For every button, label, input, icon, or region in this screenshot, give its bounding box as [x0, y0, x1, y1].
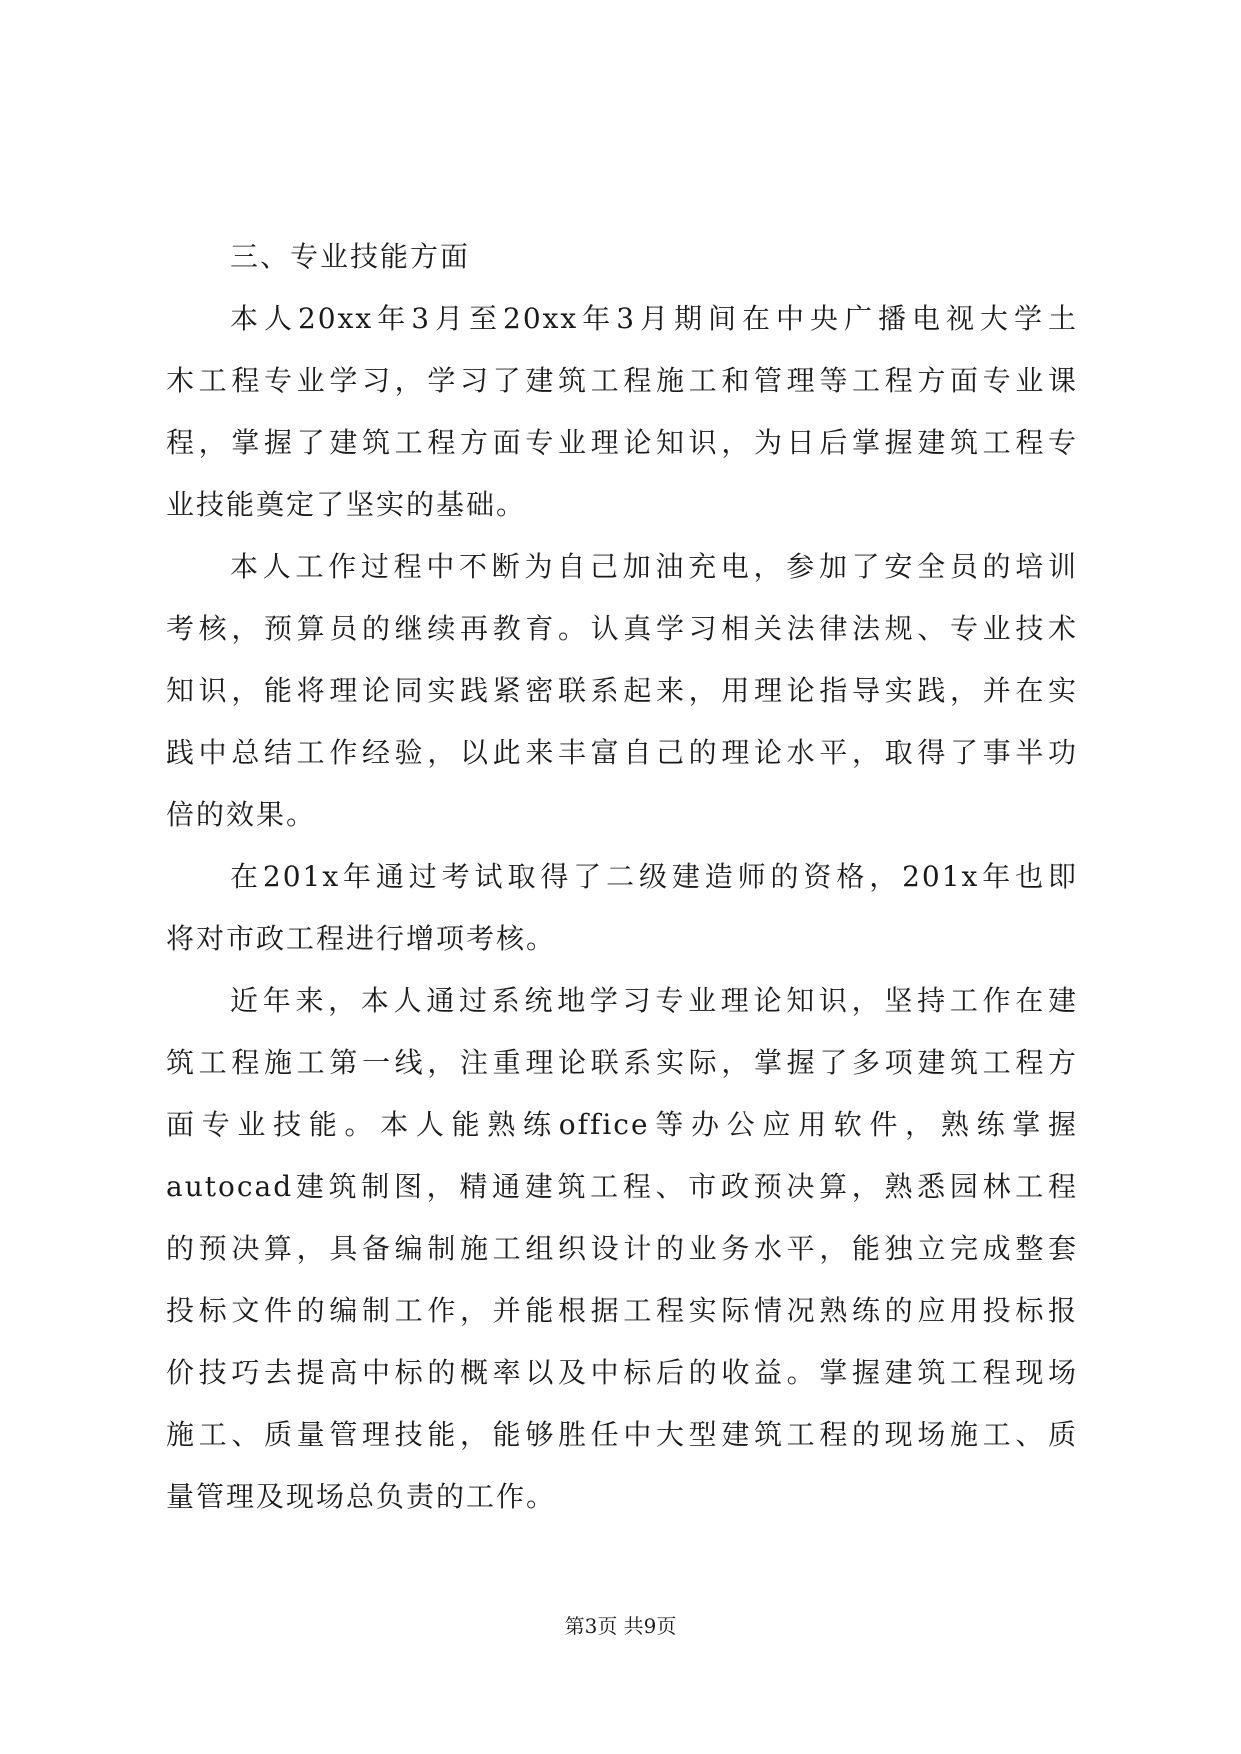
paragraph-2: [166, 536, 1078, 846]
paragraph-line: 本人工作过程中不断为自己加油充电，参加了安全员的培训: [230, 550, 1078, 583]
paragraph-line: 践中总结工作经验，以此来丰富自己的理论水平，取得了事半功: [166, 736, 1078, 769]
paragraph-line: 的预决算，具备编制施工组织设计的业务水平，能独立完成整套: [166, 1232, 1078, 1265]
page-number-label: 第3页 共9页: [564, 1614, 677, 1638]
paragraph-line: 木工程专业学习，学习了建筑工程施工和管理等工程方面专业课: [166, 364, 1078, 397]
page-footer: [0, 1612, 1241, 1640]
paragraph-line: 量管理及现场总负责的工作。: [166, 1480, 557, 1513]
paragraph-4: [166, 970, 1078, 1528]
paragraph-line: 业技能奠定了坚实的基础。: [166, 488, 527, 521]
paragraph-3: [166, 846, 1078, 970]
paragraph-line: 筑工程施工第一线，注重理论联系实际，掌握了多项建筑工程方: [166, 1046, 1078, 1079]
paragraph-line: 倍的效果。: [166, 798, 317, 831]
paragraph-line: 将对市政工程进行增项考核。: [166, 922, 557, 955]
body-text: [166, 226, 1078, 1528]
paragraph-line: 本人20xx年3月至20xx年3月期间在中央广播电视大学土: [230, 302, 1078, 335]
paragraph-line: 价技巧去提高中标的概率以及中标后的收益。掌握建筑工程现场: [166, 1356, 1078, 1389]
paragraph-line: 近年来，本人通过系统地学习专业理论知识，坚持工作在建: [230, 984, 1078, 1017]
paragraph-1: [166, 288, 1078, 536]
paragraph-line: 面专业技能。本人能熟练office等办公应用软件，熟练掌握: [166, 1108, 1078, 1141]
paragraph-line: 考核，预算员的继续再教育。认真学习相关法律法规、专业技术: [166, 612, 1078, 645]
paragraph-line: 程，掌握了建筑工程方面专业理论知识，为日后掌握建筑工程专: [166, 426, 1078, 459]
section-heading: 三、专业技能方面: [230, 240, 471, 273]
paragraph-line: autocad建筑制图，精通建筑工程、市政预决算，熟悉园林工程: [166, 1170, 1078, 1203]
paragraph-line: 投标文件的编制工作，并能根据工程实际情况熟练的应用投标报: [166, 1294, 1078, 1327]
paragraph-line: 知识，能将理论同实践紧密联系起来，用理论指导实践，并在实: [166, 674, 1078, 707]
paragraph-line: 在201x年通过考试取得了二级建造师的资格，201x年也即: [230, 860, 1078, 893]
paragraph-line: 施工、质量管理技能，能够胜任中大型建筑工程的现场施工、质: [166, 1418, 1078, 1451]
